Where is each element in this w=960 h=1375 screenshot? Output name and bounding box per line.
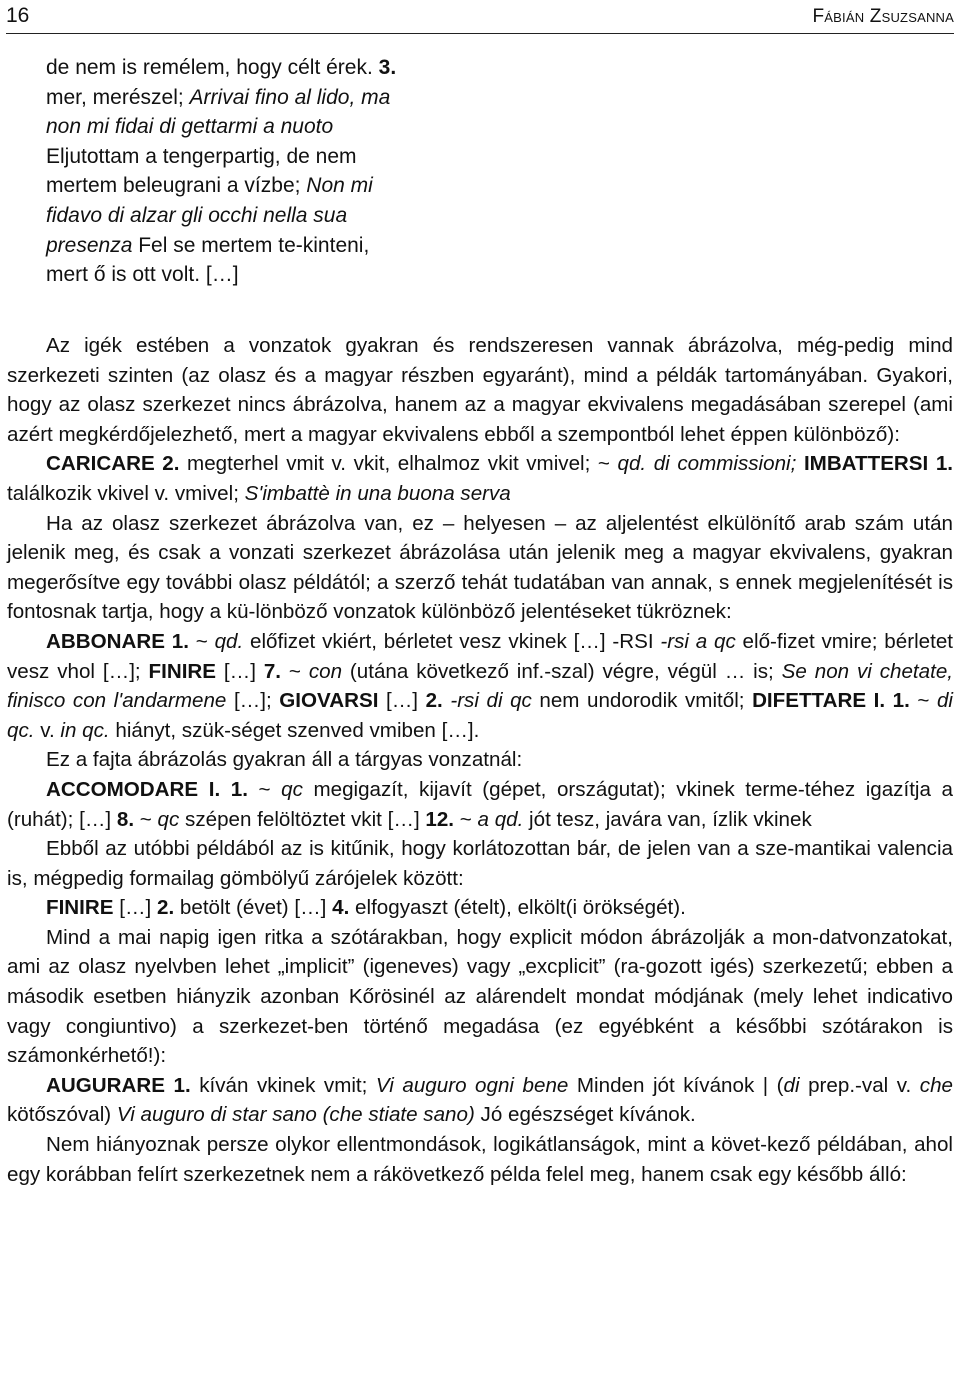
text-run: hiányt, szük-séget szenved vmiben […]. xyxy=(109,718,480,742)
entry-headword: CARICARE 2. xyxy=(46,452,180,476)
paragraph xyxy=(7,449,953,508)
text-run: Minden jót kívánok | ( xyxy=(568,1073,784,1097)
paragraph xyxy=(7,627,953,745)
text-run: v. xyxy=(34,718,61,742)
text-run: Az igék estében a vonzatok gyakran és rendszeresen vannak ábrázolva, még-pedig mind szerkezeti szinten (az olasz és a magyar részben egyaránt), mind a példák tartományában. Gyakori, hogy az olasz szerkezet nincs ábrázolva, hanem az a magyar ekvivalens megadásában szerepel (ami azért megkérdőjelezhető, mert a magyar ekvivalens ebből a szempontból lehet éppen különböző): xyxy=(7,334,953,446)
italic-text: Arrivai fino al lido, ma non mi fidai di gettarmi a nuoto xyxy=(46,85,391,139)
paragraph xyxy=(7,509,953,627)
paragraph xyxy=(7,745,953,775)
body-text xyxy=(7,331,953,1189)
italic-text: a qd. xyxy=(477,807,524,831)
italic-text: -rsi a qc xyxy=(660,629,736,653)
text-run: ~ xyxy=(281,659,309,683)
text-run: ~ xyxy=(188,629,215,653)
entry-headword: ACCOMODARE I. 1. xyxy=(46,777,248,801)
text-run: prep.-val v. xyxy=(799,1073,920,1097)
italic-text: che xyxy=(919,1073,954,1097)
italic-text: in qc. xyxy=(60,718,110,742)
entry-headword: 4. xyxy=(332,896,350,920)
page-number: 16 xyxy=(6,4,30,27)
running-head-author: Fábián Zsuzsanna xyxy=(812,6,954,27)
text-run: ~ xyxy=(134,807,158,831)
paragraph xyxy=(7,1130,953,1189)
text-run: […] xyxy=(378,689,426,713)
text-run: ~ xyxy=(247,777,282,801)
text-run: megterhel vmit v. vkit, elhalmoz vkit vmivel; ~ xyxy=(179,452,618,476)
text-run: szépen felöltöztet vkit […] xyxy=(179,807,426,831)
page-header xyxy=(6,4,954,32)
paragraph xyxy=(7,834,953,893)
entry-headword: FINIRE xyxy=(46,896,114,920)
entry-headword: AUGURARE 1. xyxy=(46,1073,191,1097)
text-run: Ebből az utóbbi példából az is kitűnik, hogy korlátozottan bár, de jelen van a sze-mantikai valencia is, mégpedig formailag gömbölyű zárójelek között: xyxy=(7,837,953,890)
text-run: nem undorodik vmitől; xyxy=(531,689,753,713)
italic-text: Vi auguro di star sano (che stiate sano) xyxy=(116,1103,475,1127)
italic-text: Vi auguro ogni bene xyxy=(375,1073,569,1097)
italic-text: qc xyxy=(281,777,303,801)
italic-text: di qc. xyxy=(7,689,953,742)
paragraph xyxy=(7,1071,953,1130)
text-run: betölt (évet) […] xyxy=(174,896,333,920)
text-run: […]; xyxy=(226,689,280,713)
paragraph xyxy=(7,893,953,923)
text-run: Fel se mertem te-kinteni, mert ő is ott volt. […] xyxy=(46,233,370,287)
entry-headword: 2. xyxy=(157,896,175,920)
text-run: […] xyxy=(113,896,157,920)
text-run: mer, merészel; xyxy=(46,85,190,109)
dictionary-entry-fragment xyxy=(46,53,406,290)
header-rule xyxy=(6,33,954,34)
text-run: kötőszóval) xyxy=(7,1103,117,1127)
entry-headword: 3. xyxy=(378,56,397,79)
paragraph xyxy=(7,331,953,449)
italic-text: con xyxy=(308,659,343,683)
text-run: ~ xyxy=(909,689,937,713)
entry-headword: ABBONARE 1. xyxy=(46,629,189,653)
entry-headword: 12. xyxy=(425,807,455,831)
italic-text: Non mi fidavo di alzar gli occhi nella sua presenza xyxy=(46,174,373,257)
entry-headword: IMBATTERSI 1. xyxy=(803,452,954,476)
text-run: […] xyxy=(216,659,264,683)
italic-text: S'imbattè in una buona serva xyxy=(244,481,511,505)
entry-headword: 8. xyxy=(116,807,135,831)
paragraph xyxy=(7,775,953,834)
text-run: találkozik vkivel v. vmivel; xyxy=(7,481,245,505)
italic-text: qc xyxy=(157,807,180,831)
italic-text: qd. xyxy=(214,629,244,653)
text-run: de nem is remélem, hogy célt érek. xyxy=(46,56,379,79)
text-run: ~ xyxy=(454,807,478,831)
text-run: jót tesz, javára van, ízlik vkinek xyxy=(523,807,812,831)
italic-text: di xyxy=(783,1073,800,1097)
entry-headword: DIFETTARE I. 1. xyxy=(752,689,910,713)
text-run: előfizet vkiért, bérletet vesz vkinek […] -RSI xyxy=(243,629,661,653)
text-run: elő-fizet vmire; bérletet vesz vhol […]; xyxy=(7,629,953,683)
italic-text: Se non vi chetate, finisco con l'andarmene xyxy=(7,659,954,713)
text-run: Ez a fajta ábrázolás gyakran áll a tárgyas vonzatnál: xyxy=(46,748,523,772)
italic-text: qd. di commissioni; xyxy=(617,452,797,476)
entry-headword: GIOVARSI xyxy=(279,689,379,713)
text-run: Jó egészséget kívánok. xyxy=(474,1103,696,1127)
text-run: (utána következő inf.-szal) végre, végül … is; xyxy=(342,659,782,683)
text-run: elfogyaszt (ételt), elkölt(i örökségét). xyxy=(349,896,686,920)
text-run: Nem hiányoznak persze olykor ellentmondások, logikátlanságok, mint a követ-kező példában, ahol egy korábban felírt szerkezetnek nem a rákövetkező példa felel meg, hanem csak egy később álló: xyxy=(7,1133,953,1186)
text-run xyxy=(796,452,804,475)
text-run: Mind a mai napig igen ritka a szótárakban, hogy explicit módon ábrázolják a mon-datvonzatokat, ami az olasz nyelvben lehet „implicit” (igeneves) vagy „excplicit” (ra-gozott igés) szerkezetű; ebben a második esetben hiányzik azonban Kőrösinél az alárendelt mondat módjának (mely lehet indicativo vagy congiuntivo) a szerkezet-ben történő megadása (ez egyébként a későbbi szótárakon is számonkérhető!): xyxy=(7,925,953,1068)
text-run: Ha az olasz szerkezet ábrázolva van, ez – helyesen – az aljelentést elkülönítő arab szám után jelenik meg, és csak a vonzati szerkezet ábrázolása után jelenik meg a magyar ekvivalens, gyakran megerősítve egy további olasz példától; a szerző tehát tudatában van annak, s ennek megjelenítését is fontosnak tartja, hogy a kü-lönböző vonzatok különböző jelentéseket tükröznek: xyxy=(7,511,953,624)
text-run: Eljutottam a tengerpartig, de nem mertem beleugrani a vízbe; xyxy=(46,144,357,198)
entry-headword: 2. xyxy=(425,689,443,713)
entry-headword: 7. xyxy=(263,659,282,683)
italic-text: -rsi di qc xyxy=(450,689,532,713)
fragment-paragraph xyxy=(46,53,406,290)
text-run: megigazít, kijavít (gépet, országutat); vkinek terme-téhez igazítja a (ruhát); […] xyxy=(7,777,953,831)
paragraph xyxy=(7,923,953,1071)
text-run: kíván vkinek vmit; xyxy=(190,1073,376,1097)
entry-headword: FINIRE xyxy=(148,659,217,683)
